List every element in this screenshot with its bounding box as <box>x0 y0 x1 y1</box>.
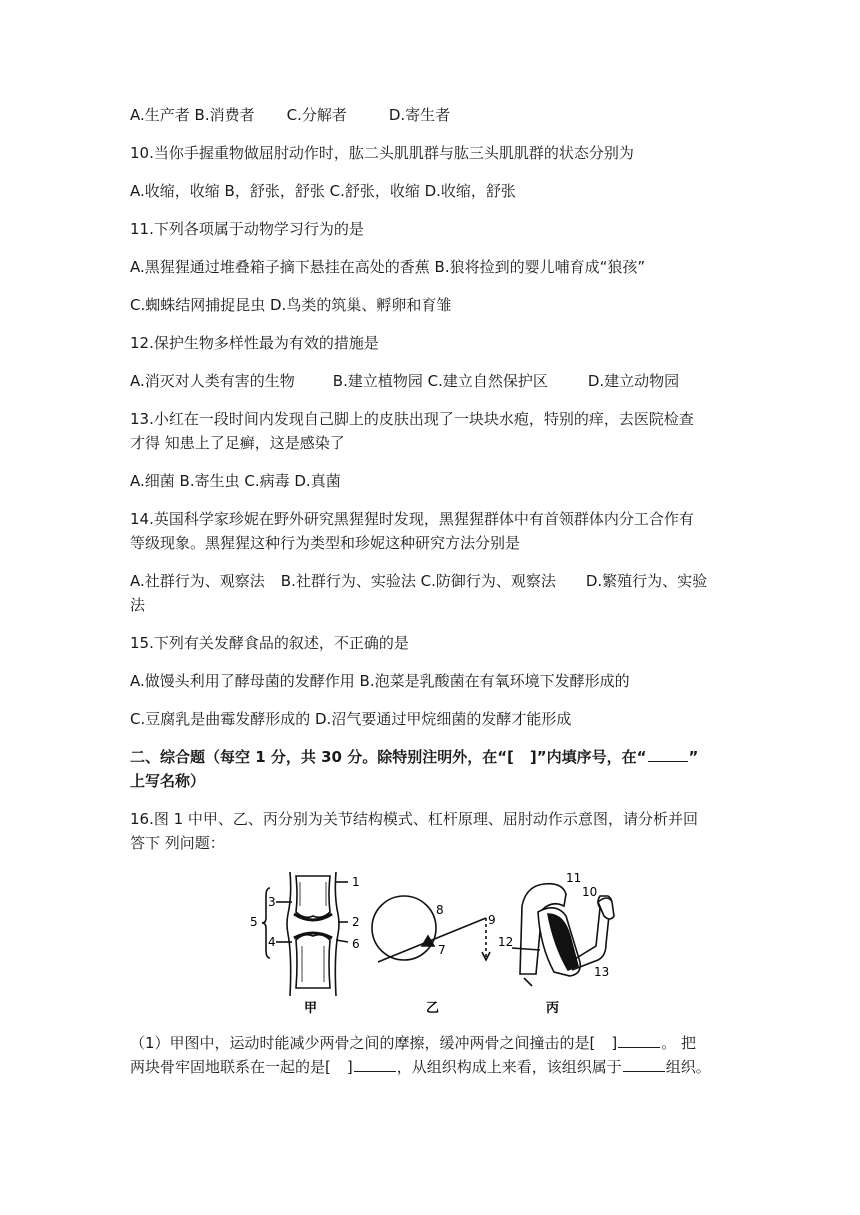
heading-part: ]”内填序号，在“ <box>529 748 647 766</box>
figure-1 <box>236 866 636 1018</box>
answer-blank <box>354 1057 396 1072</box>
label-6: 6 <box>352 937 360 951</box>
answer-blank <box>648 747 688 762</box>
q15-stem: 15.下列有关发酵食品的叙述，不正确的是 <box>130 634 409 652</box>
q15-options-cd: C.豆腐乳是曲霉发酵形成的 D.沼气要通过甲烷细菌的发酵才能形成 <box>130 710 572 728</box>
option-bc: B.社群行为、实验法 C.防御行为、观察法 <box>280 572 556 590</box>
q16-sub1-line1 <box>130 1032 770 1054</box>
q13-options: A.细菌 B.寄生虫 C.病毒 D.真菌 <box>130 472 341 490</box>
label-3: 3 <box>268 895 276 909</box>
caption-bing: 丙 <box>546 1001 560 1016</box>
q9-options <box>130 104 770 126</box>
text-part: ] <box>611 1034 618 1052</box>
q13-stem-1: 13.小红在一段时间内发现自己脚上的皮肤出现了一块块水疱，特别的痒，去医院检查 <box>130 410 694 428</box>
q14-options-cont: 法 <box>130 596 146 614</box>
label-8: 8 <box>436 903 444 917</box>
heading-part: ” <box>688 748 699 766</box>
q14-stem-1: 14.英国科学家珍妮在野外研究黑猩猩时发现，黑猩猩群体中有首领群体内分工合作有 <box>130 510 694 528</box>
q11-options-cd: C.蜘蛛结网捕捉昆虫 D.鸟类的筑巢、孵卵和育雏 <box>130 296 452 314</box>
text-part: （1）甲图中，运动时能减少两骨之间的摩擦，缓冲两骨之间撞击的是[ <box>130 1034 596 1052</box>
q16-stem-1: 16.图 1 中甲、乙、丙分别为关节结构模式、杠杆原理、屈肘动作示意图，请分析并回 <box>130 810 698 828</box>
answer-blank <box>618 1033 660 1048</box>
q12-stem: 12.保护生物多样性最为有效的措施是 <box>130 334 379 352</box>
q13-stem-2: 才得 知患上了足癣，这是感染了 <box>130 434 345 452</box>
q16-sub1-line2 <box>130 1056 770 1078</box>
figure-1-drawing <box>236 866 636 1018</box>
q10-options: A.收缩，收缩 B，舒张，舒张 C.舒张，收缩 D.收缩，舒张 <box>130 182 516 200</box>
lever-diagram <box>372 896 490 962</box>
joint-diagram <box>262 872 348 996</box>
option-ab: A.生产者 B.消费者 <box>130 106 255 124</box>
q14-options <box>130 570 770 592</box>
label-1: 1 <box>352 875 360 889</box>
label-4: 4 <box>268 935 276 949</box>
label-7: 7 <box>438 943 446 957</box>
section2-heading-2: 上写名称） <box>130 772 206 790</box>
text-part: ] <box>346 1058 353 1076</box>
label-2: 2 <box>352 915 360 929</box>
q14-stem-2: 等级现象。黑猩猩这种行为类型和珍妮这种研究方法分别是 <box>130 534 521 552</box>
option-bc: B.建立植物园 C.建立自然保护区 <box>332 372 548 390</box>
q15-options-ab: A.做馒头利用了酵母菌的发酵作用 B.泡菜是乳酸菌在有氧环境下发酵形成的 <box>130 672 630 690</box>
option-d: D.寄生者 <box>388 106 451 124</box>
text-part: ，从组织构成上来看，该组织属于 <box>396 1058 622 1076</box>
option-d: D.繁殖行为、实验 <box>585 572 708 590</box>
label-5: 5 <box>250 915 258 929</box>
label-10: 10 <box>582 885 598 899</box>
label-9: 9 <box>488 913 496 927</box>
q12-options <box>130 370 770 392</box>
label-12: 12 <box>498 935 514 949</box>
q11-options-ab: A.黑猩猩通过堆叠箱子摘下悬挂在高处的香蕉 B.狼将捡到的婴儿哺育成“狼孩” <box>130 258 646 276</box>
label-11: 11 <box>566 871 582 885</box>
caption-yi: 乙 <box>426 1001 440 1016</box>
caption-jia: 甲 <box>304 1001 318 1016</box>
label-13: 13 <box>594 965 610 979</box>
q10-stem: 10.当你手握重物做屈肘动作时，肱二头肌肌群与肱三头肌肌群的状态分别为 <box>130 144 634 162</box>
section2-heading-1 <box>130 746 770 768</box>
option-a: A.消灭对人类有害的生物 <box>130 372 295 390</box>
option-c: C.分解者 <box>286 106 347 124</box>
option-d: D.建立动物园 <box>587 372 680 390</box>
text-part: 两块骨牢固地联系在一起的是[ <box>130 1058 331 1076</box>
option-a: A.社群行为、观察法 <box>130 572 265 590</box>
q16-stem-2: 答下 列问题： <box>130 834 225 852</box>
text-part: 组织。 <box>665 1058 711 1076</box>
text-part: 。 把 <box>661 1034 697 1052</box>
heading-part: 二、综合题（每空 1 分，共 30 分。除特别注明外，在“[ <box>130 748 514 766</box>
answer-blank <box>623 1057 665 1072</box>
q11-stem: 11.下列各项属于动物学习行为的是 <box>130 220 364 238</box>
